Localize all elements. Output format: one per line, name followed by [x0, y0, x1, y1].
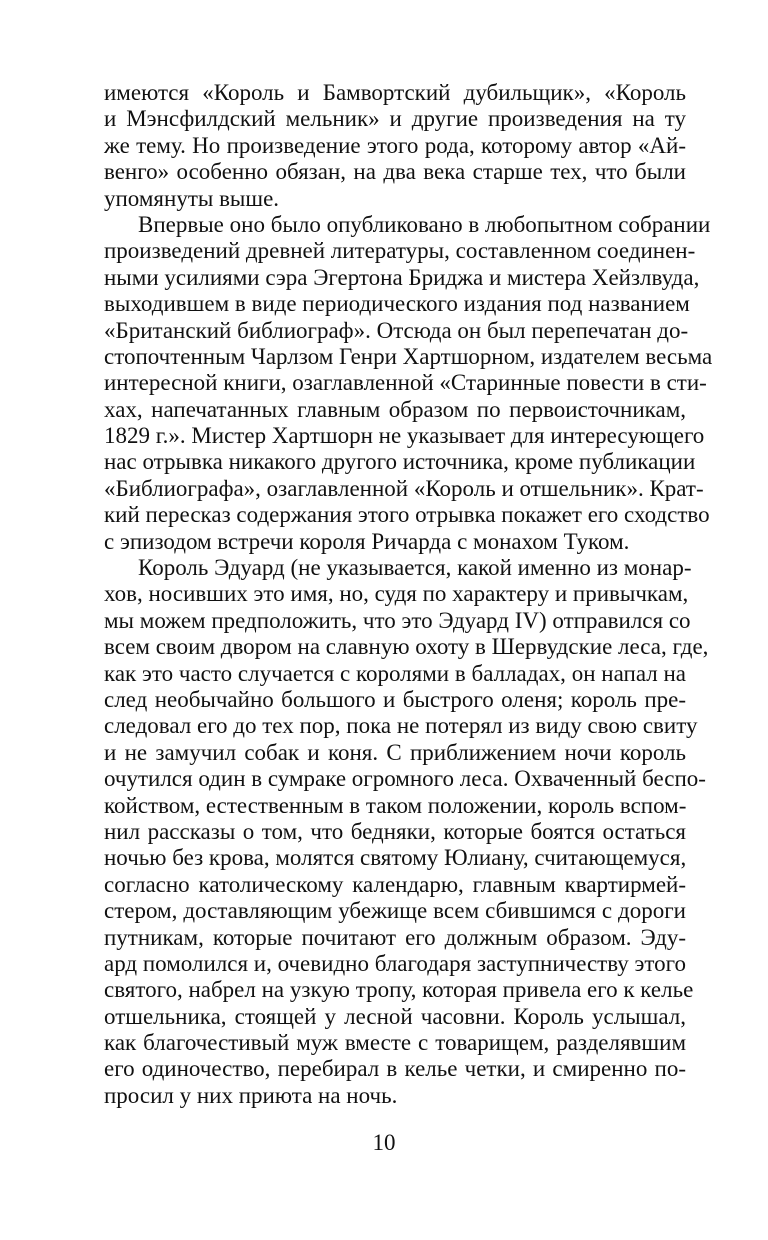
text-line: и Мэнсфилдский мельник» и другие произведения на ту: [104, 106, 686, 132]
text-line: же тему. Но произведение этого рода, которому автор «Ай-: [104, 132, 686, 158]
text-line: интересной книги, озаглавленной «Старинные повести в сти-: [104, 370, 707, 396]
text-line: и не замучил собак и коня. С приближением ночи король: [104, 739, 686, 765]
text-line: 1829 г.». Мистер Хартшорн не указывает для интересующего: [104, 423, 705, 449]
paragraph-3: [104, 555, 709, 1109]
text-line: всем своим двором на славную охоту в Шервудские леса, где,: [104, 634, 709, 660]
text-line: стером, доставляющим убежище всем сбившимся с дороги: [104, 898, 686, 924]
text-line: произведений древней литературы, составленном соединен-: [104, 238, 696, 264]
text-line: выходившем в виде периодического издания под названием: [104, 291, 690, 317]
paragraph-1: [104, 80, 686, 212]
text-line: путникам, которые почитают его должным образом. Эду-: [104, 924, 686, 950]
text-line: Впервые оно было опубликовано в любопытном собрании: [138, 211, 711, 237]
text-line: стопочтенным Чарлзом Генри Хартшорном, издателем весьма: [104, 343, 713, 369]
text-line: имеются «Король и Бамвортский дубильщик», «Король: [104, 80, 686, 105]
text-line: с эпизодом встречи короля Ричарда с монахом Туком.: [104, 528, 630, 554]
text-line: след необычайно большого и быстрого оленя; король пре-: [104, 686, 686, 712]
text-line: следовал его до тех пор, пока не потерял из виду свою свиту: [104, 713, 698, 739]
text-line: «Британский библиограф». Отсюда он был перепечатан до-: [104, 317, 689, 343]
text-line: венго» особенно обязан, на два века старше тех, что были: [104, 159, 686, 185]
text-line: койством, естественным в таком положении, король вспом-: [104, 792, 687, 818]
page-number: 10: [372, 1130, 396, 1155]
text-line: нил рассказы о том, что бедняки, которые боятся остаться: [104, 818, 686, 844]
text-line: просил у них приюта на ночь.: [104, 1082, 398, 1108]
text-line: как благочестивый муж вместе с товарищем, разделявшим: [104, 1030, 686, 1056]
text-line: «Библиографа», озаглавленной «Король и отшельник». Крат-: [104, 475, 704, 501]
text-line: согласно католическому календарю, главным квартирмей-: [104, 871, 686, 897]
text-line: Король Эдуард (не указывается, какой именно из монар-: [138, 555, 692, 581]
text-line: мы можем предположить, что это Эдуард IV) отправился со: [104, 607, 691, 633]
text-line: святого, набрел на узкую тропу, которая привела его к келье: [104, 977, 694, 1003]
text-line: кий пересказ содержания этого отрывка покажет его сходство: [104, 502, 710, 528]
page-text: [104, 80, 713, 1109]
text-line: ард помолился и, очевидно благодаря заступничеству этого: [104, 950, 687, 976]
paragraph-2: [104, 211, 713, 555]
text-line: хах, напечатанных главным образом по первоисточникам,: [104, 396, 686, 422]
text-line: упомянуты выше.: [104, 185, 280, 211]
text-line: ночью без крова, молятся святому Юлиану, считающемуся,: [104, 845, 687, 871]
text-line: очутился один в сумраке огромного леса. Охваченный беспо-: [104, 766, 706, 792]
text-line: ными усилиями сэра Эгертона Бриджа и мистера Хейзлвуда,: [104, 264, 700, 290]
text-line: отшельника, стоящей у лесной часовни. Король услышал,: [104, 1003, 686, 1029]
text-line: хов, носивших это имя, но, судя по характеру и привычкам,: [104, 581, 689, 607]
text-line: его одиночество, перебирал в келье четки, и смиренно по-: [104, 1056, 686, 1082]
text-line: как это часто случается с королями в балладах, он напал на: [104, 660, 686, 686]
text-line: нас отрывка никакого другого источника, кроме публикации: [104, 449, 696, 475]
